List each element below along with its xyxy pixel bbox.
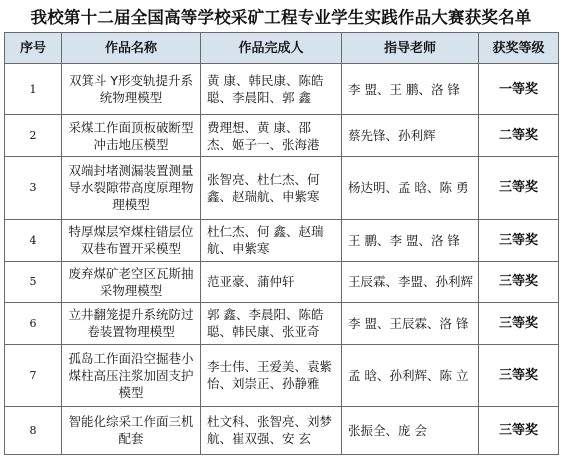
cell-advisor: 王辰霖、李盟、孙利辉 xyxy=(342,261,479,302)
cell-work-name: 孤岛工作面沿空掘巷小煤柱高压注浆加固支护模型 xyxy=(62,345,201,406)
award-table-container xyxy=(4,32,558,455)
table-row xyxy=(5,64,559,115)
cell-work-name: 采煤工作面顶板破断型冲击地压模型 xyxy=(62,115,201,156)
table-row xyxy=(5,406,559,454)
cell-advisor: 张振全、庞 会 xyxy=(342,406,479,454)
table-row xyxy=(5,261,559,302)
cell-team: 黄 康、韩民康、陈皓聪、李晨阳、郭 鑫 xyxy=(201,64,342,115)
cell-team: 杜仁杰、何 鑫、赵瑞航、申紫寒 xyxy=(201,220,342,261)
table-row xyxy=(5,345,559,406)
cell-team: 费理想、黄 康、邵 杰、姬子一、张海港 xyxy=(201,115,342,156)
cell-advisor: 李 盟、王辰霖、洛 锋 xyxy=(342,302,479,344)
cell-work-name: 立井翻笼提升系统防过卷装置物理模型 xyxy=(62,302,201,344)
cell-no: 7 xyxy=(5,345,62,406)
cell-team: 李士伟、王爱美、袁紫怡、刘崇正、孙静雅 xyxy=(201,345,342,406)
cell-award: 三等奖 xyxy=(479,220,559,261)
table-row xyxy=(5,115,559,156)
cell-team: 张智亮、杜仁杰、何 鑫、赵瑞航、申紫寒 xyxy=(201,156,342,219)
header-no: 序号 xyxy=(5,33,62,64)
table-row xyxy=(5,220,559,261)
table-header-row xyxy=(5,33,559,64)
cell-award: 二等奖 xyxy=(479,115,559,156)
header-work-name: 作品名称 xyxy=(62,33,201,64)
cell-no: 2 xyxy=(5,115,62,156)
header-team: 作品完成人 xyxy=(201,33,342,64)
cell-no: 3 xyxy=(5,156,62,219)
cell-award: 三等奖 xyxy=(479,156,559,219)
cell-award: 一等奖 xyxy=(479,64,559,115)
page-title: 我校第十二届全国高等学校采矿工程专业学生实践作品大赛获奖名单 xyxy=(30,8,532,27)
cell-team: 杜文科、张智亮、刘梦航、崔双强、安 玄 xyxy=(201,406,342,454)
cell-award: 三等奖 xyxy=(479,345,559,406)
cell-advisor: 孟 晗、孙利辉、陈 立 xyxy=(342,345,479,406)
cell-work-name: 双端封堵测漏装置测量导水裂隙带高度原理物理模型 xyxy=(62,156,201,219)
cell-no: 4 xyxy=(5,220,62,261)
table-row xyxy=(5,156,559,219)
cell-advisor: 李 盟、王 鹏、洛 锋 xyxy=(342,64,479,115)
cell-no: 6 xyxy=(5,302,62,344)
cell-advisor: 王 鹏、李 盟、洛 锋 xyxy=(342,220,479,261)
cell-no: 5 xyxy=(5,261,62,302)
header-award: 获奖等级 xyxy=(479,33,559,64)
cell-work-name: 双箕斗 Y形变轨提升系统物理模型 xyxy=(62,64,201,115)
cell-award: 三等奖 xyxy=(479,261,559,302)
cell-no: 8 xyxy=(5,406,62,454)
cell-award: 三等奖 xyxy=(479,302,559,344)
cell-work-name: 特厚煤层窄煤柱错层位双巷布置开采模型 xyxy=(62,220,201,261)
cell-advisor: 杨达明、孟 晗、陈 勇 xyxy=(342,156,479,219)
cell-no: 1 xyxy=(5,64,62,115)
header-advisor: 指导老师 xyxy=(342,33,479,64)
cell-advisor: 蔡先锋、孙利辉 xyxy=(342,115,479,156)
table-row xyxy=(5,302,559,344)
award-table xyxy=(4,32,559,455)
cell-work-name: 智能化综采工作面三机配套 xyxy=(62,406,201,454)
cell-work-name: 废弃煤矿老空区瓦斯抽采物理模型 xyxy=(62,261,201,302)
cell-team: 郭 鑫、李晨阳、陈皓聪、韩民康、张亚奇 xyxy=(201,302,342,344)
cell-team: 范亚豪、蒲仲轩 xyxy=(201,261,342,302)
cell-award: 三等奖 xyxy=(479,406,559,454)
